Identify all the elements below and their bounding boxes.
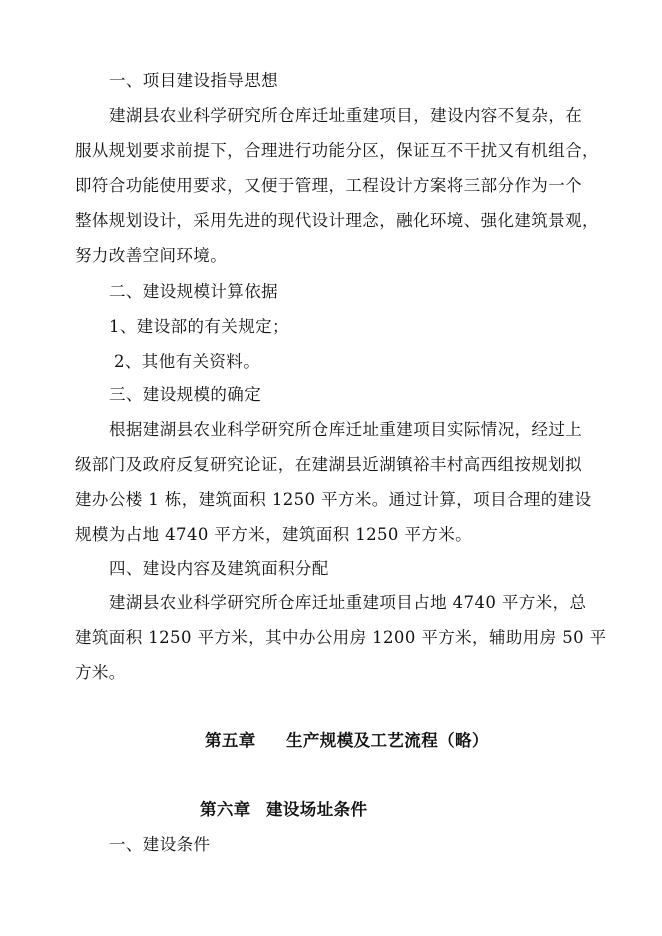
- paragraph-line: 建湖县农业科学研究所仓库迁址重建项目，建设内容不复杂，在: [109, 106, 583, 125]
- chapter-6-label: 第六章: [200, 800, 251, 819]
- paragraph-line: 整体规划设计，采用先进的现代设计理念，融化环境、强化建筑景观，: [75, 211, 599, 230]
- paragraph-line: 努力改善空间环境。: [75, 246, 228, 265]
- section-heading-guiding-ideas: 一、项目建设指导思想: [109, 71, 278, 90]
- paragraph-line: 建筑面积 1250 平方米，其中办公用房 1200 平方米，辅助用房 50 平: [75, 628, 607, 647]
- paragraph-line: 方米。: [75, 663, 126, 682]
- paragraph-line: 规模为占地 4740 平方米，建筑面积 1250 平方米。: [75, 525, 473, 544]
- paragraph-line: 服从规划要求前提下，合理进行功能分区，保证互不干扰又有机组合，: [75, 141, 599, 160]
- paragraph-line: 根据建湖县农业科学研究所仓库迁址重建项目实际情况，经过上: [109, 420, 583, 439]
- section-heading-construction-conditions: 一、建设条件: [109, 835, 211, 854]
- paragraph-line: 级部门及政府反复研究论证，在建湖县近湖镇裕丰村高西组按规划拟: [75, 455, 582, 474]
- chapter-5-title: 生产规模及工艺流程（略）: [286, 731, 489, 750]
- section-heading-area-allocation: 四、建设内容及建筑面积分配: [109, 559, 329, 578]
- list-item: 1、建设部的有关规定；: [109, 317, 289, 336]
- list-item: 2、其他有关资料。: [114, 352, 261, 371]
- paragraph-line: 即符合功能使用要求，又便于管理，工程设计方案将三部分作为一个: [75, 176, 582, 195]
- chapter-6-title: 建设场址条件: [266, 800, 368, 819]
- paragraph-line: 建办公楼 1 栋，建筑面积 1250 平方米。通过计算，项目合理的建设: [75, 490, 592, 509]
- section-heading-scale-basis: 二、建设规模计算依据: [109, 282, 278, 301]
- section-heading-scale-determination: 三、建设规模的确定: [109, 385, 262, 404]
- chapter-5-label: 第五章: [205, 731, 256, 750]
- paragraph-line: 建湖县农业科学研究所仓库迁址重建项目占地 4740 平方米，总: [109, 593, 587, 612]
